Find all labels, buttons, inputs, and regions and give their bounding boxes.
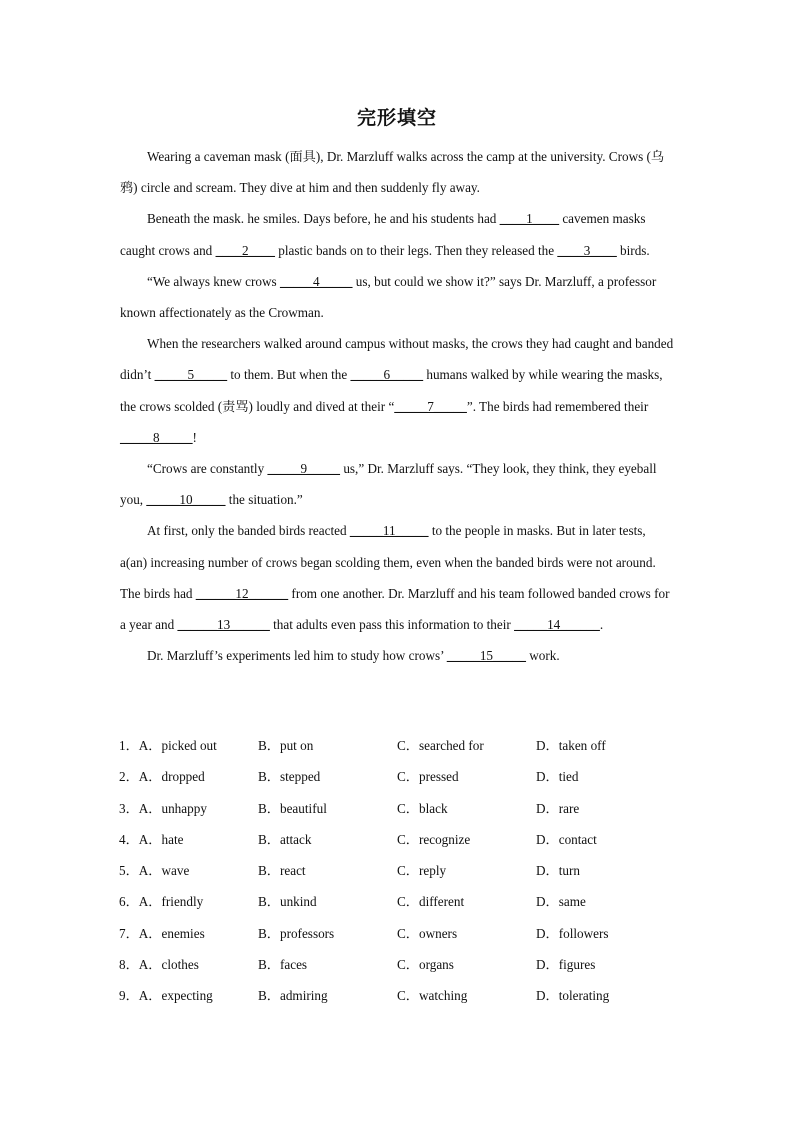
question-row: [119, 890, 679, 921]
option-column-d: [536, 953, 675, 984]
option-column-a: [119, 859, 258, 890]
option-b: B．beautiful: [258, 800, 327, 816]
passage-text: “Crows are constantly: [147, 461, 268, 477]
passage: [120, 141, 675, 671]
option-column-a: [119, 953, 258, 984]
question-number: 6．: [119, 894, 139, 910]
passage-paragraph: [120, 203, 675, 265]
option-column-a: [119, 922, 258, 953]
passage-text: ”. The birds had remembered their: [466, 398, 649, 414]
question-row: [119, 828, 679, 859]
passage-text: “We always knew crows: [147, 273, 280, 289]
options-list: [119, 734, 679, 1016]
option-c: C．pressed: [397, 769, 459, 785]
option-d: D．tied: [536, 769, 579, 785]
answer-blank: _____9_____: [267, 461, 341, 477]
question-row: [119, 984, 679, 1015]
passage-paragraph: [120, 640, 675, 671]
passage-text: the situation.”: [225, 492, 303, 508]
option-a: A．dropped: [138, 769, 205, 785]
option-column-a: [119, 890, 258, 921]
option-b: B．put on: [258, 738, 314, 753]
question-number: 8．: [119, 957, 139, 973]
answer-blank: ____1____: [499, 211, 560, 227]
option-d: D．turn: [536, 863, 580, 879]
passage-paragraph: [120, 453, 675, 515]
passage-text: us, but could we show it?” says Dr. Marzluff, a professor known affectionately as the Crowman.: [120, 273, 657, 321]
option-a: A．picked out: [138, 738, 217, 753]
option-column-a: [119, 984, 258, 1015]
option-column-c: [397, 953, 536, 984]
option-column-d: [536, 734, 675, 765]
option-d: D．tolerating: [536, 988, 610, 1004]
option-c: C．searched for: [397, 738, 484, 753]
question-row: [119, 953, 679, 984]
option-column-d: [536, 765, 675, 796]
option-column-a: [119, 765, 258, 796]
passage-paragraph: [120, 328, 675, 453]
passage-text: to the people in masks. But in later tests, a(an) increasing number of crows began scolding them, even when the banded birds were not around. The birds had: [120, 523, 656, 601]
option-a: A．unhappy: [138, 800, 207, 816]
option-column-b: [258, 859, 397, 890]
option-c: C．reply: [397, 863, 447, 879]
option-column-c: [397, 922, 536, 953]
passage-text: work.: [525, 648, 560, 664]
answer-blank: _____4_____: [279, 273, 353, 289]
question-number: 1．: [119, 738, 139, 753]
answer-blank: _____15_____: [446, 648, 526, 664]
passage-text: Beneath the mask. he smiles. Days before, he and his students had: [147, 211, 500, 227]
option-d: D．rare: [536, 800, 580, 816]
page-title: 完形填空: [356, 107, 437, 129]
passage-text: cavemen masks caught crows and: [120, 211, 646, 258]
passage-text: us,” Dr. Marzluff says. “They look, they think, they eyeball you,: [120, 461, 657, 508]
question-row: [119, 859, 679, 890]
option-column-a: [119, 734, 258, 765]
option-b: B．react: [258, 863, 306, 879]
option-column-c: [397, 890, 536, 921]
option-c: C．different: [397, 894, 465, 910]
option-d: D．same: [536, 894, 586, 910]
option-column-d: [536, 922, 675, 953]
question-number: 5．: [119, 863, 139, 879]
option-column-b: [258, 765, 397, 796]
passage-paragraph: [120, 141, 675, 203]
option-column-c: [397, 984, 536, 1015]
question-row: [119, 765, 679, 796]
option-d: D．followers: [536, 925, 609, 941]
passage-text: birds.: [616, 242, 650, 258]
question-number: 2．: [119, 769, 139, 785]
option-a: A．wave: [138, 863, 190, 879]
option-column-c: [397, 797, 536, 828]
option-d: D．contact: [536, 831, 597, 847]
passage-text: Dr. Marzluff’s experiments led him to study how crows’: [147, 648, 447, 664]
question-number: 9．: [119, 988, 139, 1004]
answer-blank: _____7_____: [394, 398, 467, 414]
option-column-b: [258, 828, 397, 859]
option-c: C．owners: [397, 925, 458, 941]
option-column-b: [258, 890, 397, 921]
option-column-c: [397, 859, 536, 890]
option-column-c: [397, 828, 536, 859]
option-column-b: [258, 922, 397, 953]
answer-blank: _____14______: [514, 617, 600, 633]
answer-blank: ____3____: [557, 242, 617, 258]
option-b: B．stepped: [258, 769, 321, 785]
option-column-b: [258, 734, 397, 765]
passage-text: At first, only the banded birds reacted: [147, 523, 350, 539]
option-c: C．organs: [397, 957, 454, 973]
answer-blank: ______12______: [195, 585, 289, 601]
option-a: A．clothes: [138, 957, 199, 973]
question-number: 4．: [119, 831, 139, 847]
question-number: 7．: [119, 925, 139, 941]
passage-text: When the researchers walked around campus without masks, the crows they had caught and banded didn’t: [120, 336, 674, 383]
option-column-b: [258, 797, 397, 828]
option-a: A．expecting: [138, 988, 213, 1004]
option-c: C．black: [397, 800, 448, 816]
passage-text: !: [192, 429, 197, 445]
option-column-d: [536, 859, 675, 890]
option-a: A．friendly: [138, 894, 204, 910]
answer-blank: ______13______: [177, 617, 270, 633]
option-column-c: [397, 765, 536, 796]
passage-text: Wearing a caveman mask (面具), Dr. Marzluff walks across the camp at the university. Crows (乌鸦) circle and scream. They dive at him and then suddenly fly away.: [120, 149, 665, 196]
passage-text: that adults even pass this information to their: [269, 617, 515, 633]
option-a: A．hate: [138, 831, 184, 847]
option-a: A．enemies: [138, 925, 205, 941]
option-d: D．figures: [536, 957, 596, 973]
passage-text: .: [599, 617, 604, 633]
option-column-a: [119, 797, 258, 828]
passage-text: humans walked by while wearing the masks, the crows scolded (责骂) loudly and dived at their “: [120, 367, 663, 414]
option-column-b: [258, 953, 397, 984]
option-c: C．watching: [397, 988, 468, 1004]
option-b: B．professors: [258, 925, 335, 941]
answer-blank: _____6_____: [350, 367, 424, 383]
option-column-d: [536, 890, 675, 921]
option-column-d: [536, 984, 675, 1015]
answer-blank: _____5_____: [154, 367, 228, 383]
question-number: 3．: [119, 800, 139, 816]
passage-paragraph: [120, 266, 675, 328]
option-column-d: [536, 828, 675, 859]
answer-blank: _____11_____: [349, 523, 429, 539]
option-b: B．unkind: [258, 894, 317, 910]
question-row: [119, 734, 679, 765]
answer-blank: _____8_____: [120, 429, 193, 445]
option-column-b: [258, 984, 397, 1015]
passage-text: plastic bands on to their legs. Then they released the: [274, 242, 558, 258]
passage-text: to them. But when the: [227, 367, 351, 383]
option-b: B．attack: [258, 831, 312, 847]
passage-text: from one another. Dr. Marzluff and his team followed banded crows for a year and: [120, 585, 670, 633]
passage-paragraph: [120, 515, 675, 640]
answer-blank: _____10_____: [146, 492, 226, 508]
question-row: [119, 797, 679, 828]
option-column-c: [397, 734, 536, 765]
option-b: B．admiring: [258, 988, 328, 1004]
answer-blank: ____2____: [215, 242, 275, 258]
option-column-a: [119, 828, 258, 859]
option-d: D．taken off: [536, 738, 606, 753]
option-column-d: [536, 797, 675, 828]
option-b: B．faces: [258, 957, 308, 973]
question-row: [119, 922, 679, 953]
option-c: C．recognize: [397, 831, 471, 847]
